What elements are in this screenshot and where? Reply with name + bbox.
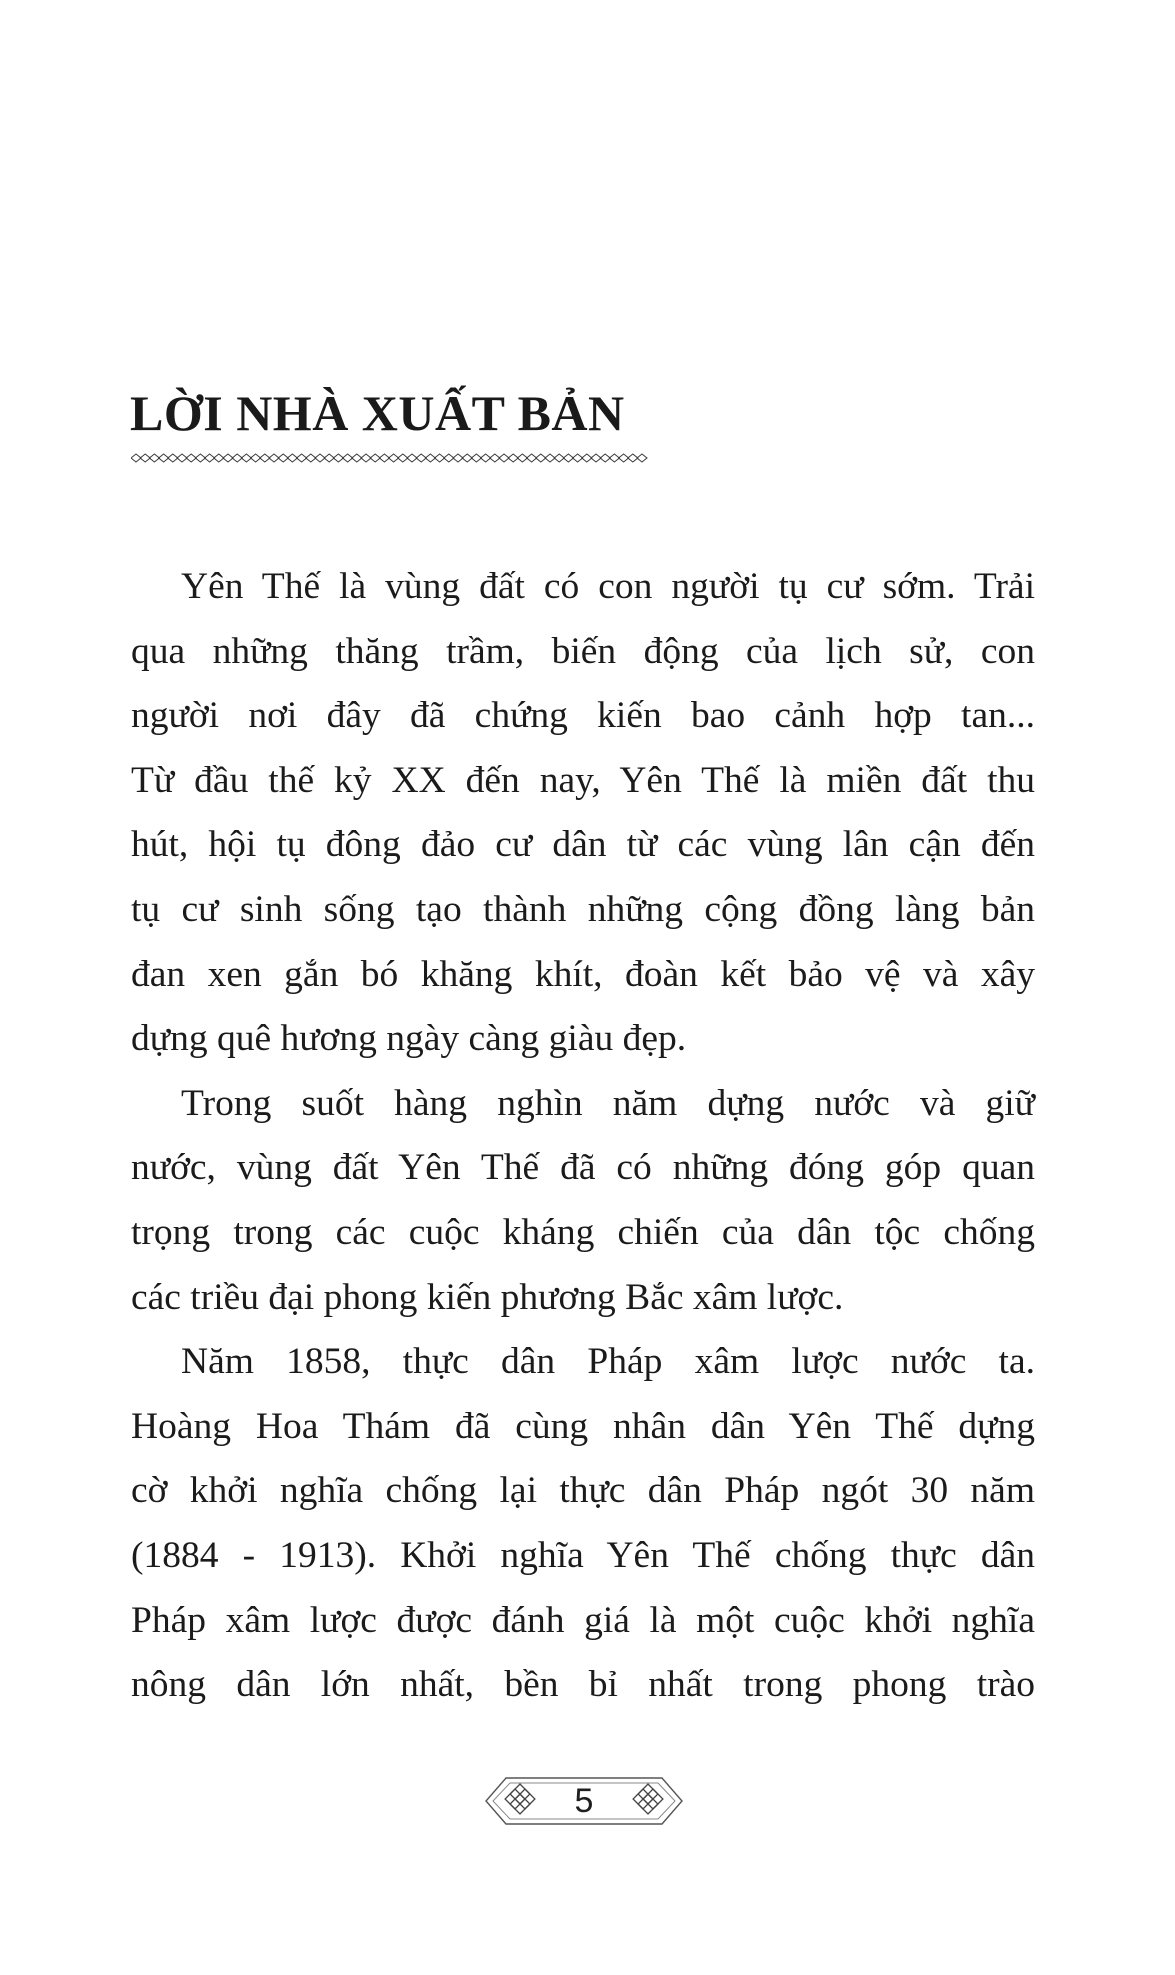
text-line: Năm 1858, thực dân Pháp xâm lược nước ta. [181,1341,1035,1383]
text-line: Pháp xâm lược được đánh giá là một cuộc khởi nghĩa [131,1599,1035,1641]
text-line: dựng quê hương ngày càng giàu đẹp. [131,1018,687,1060]
text-line: cờ khởi nghĩa chống lại thực dân Pháp ngót 30 năm [131,1470,1035,1512]
text-line: đan xen gắn bó khăng khít, đoàn kết bảo vệ và xây [131,953,1035,995]
text-line: nước, vùng đất Yên Thế đã có những đóng góp quan [131,1147,1035,1189]
text-line: người nơi đây đã chứng kiến bao cảnh hợp tan... [131,695,1035,737]
body-text [131,555,1035,1718]
paragraph-1 [131,555,1035,1072]
text-line: tụ cư sinh sống tạo thành những cộng đồng làng bản [131,888,1035,930]
text-line: (1884 - 1913). Khởi nghĩa Yên Thế chống thực dân [131,1534,1035,1576]
text-line: Từ đầu thế kỷ XX đến nay, Yên Thế là miền đất thu [131,759,1035,801]
page-footer [482,1774,686,1828]
paragraph-2 [131,1072,1035,1330]
text-line: trọng trong các cuộc kháng chiến của dân tộc chống [131,1211,1035,1253]
text-line: Yên Thế là vùng đất có con người tụ cư sớm. Trải [181,566,1035,607]
text-line: Trong suốt hàng nghìn năm dựng nước và giữ [181,1082,1035,1124]
text-line: Hoàng Hoa Thám đã cùng nhân dân Yên Thế dựng [131,1405,1035,1447]
page-title: LỜI NHÀ XUẤT BẢN [130,385,625,441]
title-ornament-rule [131,452,654,464]
page-number: 5 [574,1782,594,1820]
paragraph-3 [131,1330,1035,1718]
text-line: hút, hội tụ đông đảo cư dân từ các vùng lân cận đến [131,824,1035,866]
text-line: nông dân lớn nhất, bền bỉ nhất trong phong trào [131,1664,1035,1706]
text-line: các triều đại phong kiến phương Bắc xâm lược. [131,1276,844,1318]
text-line: qua những thăng trầm, biến động của lịch sử, con [131,630,1035,672]
